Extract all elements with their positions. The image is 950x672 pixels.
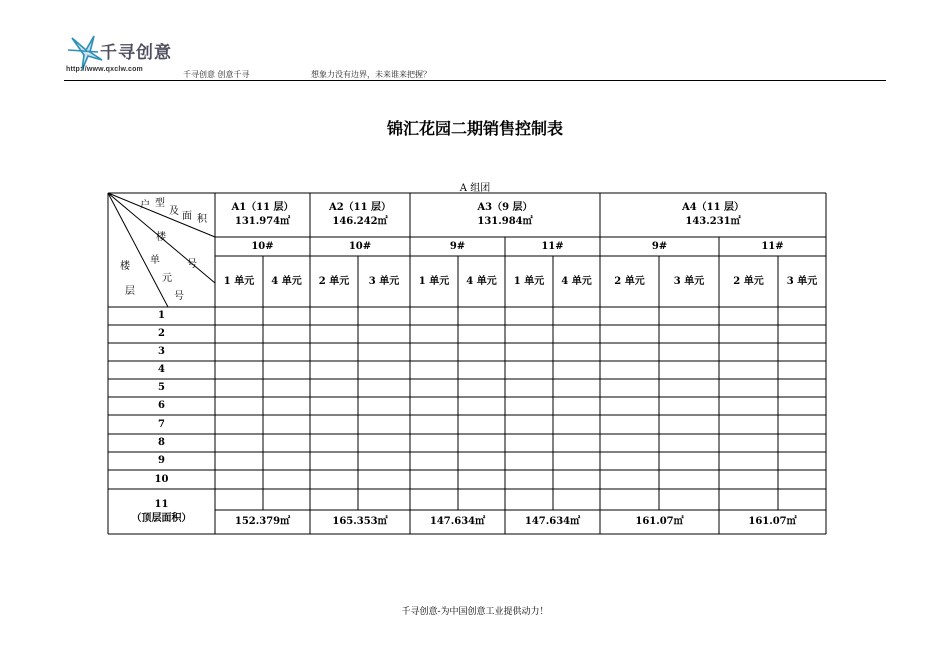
type-name: A2（11 层） <box>328 202 392 213</box>
corner-type-char: 积 <box>197 214 207 225</box>
corner-diagonal <box>108 193 168 307</box>
corner-floor-char: 层 <box>125 286 135 297</box>
top-floor-number: 11 <box>154 498 169 510</box>
type-header <box>215 193 310 237</box>
top-floor-area: 165.353㎡ <box>332 516 388 527</box>
unit-header: 2 单元 <box>733 275 764 287</box>
type-name: A4（11 层） <box>681 202 745 213</box>
floor-label: 3 <box>158 346 165 357</box>
corner-unit-char: 单 <box>150 255 160 266</box>
building-header: 11# <box>761 240 784 252</box>
floor-label: 6 <box>158 400 165 411</box>
header-slogan-right: 想象力没有边界，未来谁来把握？ <box>311 70 431 79</box>
corner-building: 楼 <box>156 232 166 243</box>
unit-header: 3 单元 <box>673 275 705 287</box>
corner-type-char: 型 <box>155 198 165 209</box>
top-floor-area: 161.07㎡ <box>635 516 684 527</box>
floor-label: 1 <box>158 310 165 321</box>
unit-header: 2 单元 <box>318 275 350 287</box>
corner-unit-char: 元 <box>162 273 172 284</box>
type-name: A3（9 层） <box>477 202 533 213</box>
top-floor-note: （顶层面积） <box>131 512 192 524</box>
type-area: 146.242㎡ <box>332 216 388 227</box>
corner-unit-char: 号 <box>174 291 184 302</box>
type-header <box>410 193 600 237</box>
corner-unit-char: 号 <box>187 259 197 270</box>
floor-label: 2 <box>158 328 165 339</box>
unit-header: 3 单元 <box>368 275 400 287</box>
building-header: 9# <box>449 240 466 252</box>
floor-label: 9 <box>158 455 165 466</box>
page-footer: 千寻创意-为中国创意工业提供动力！ <box>401 607 549 617</box>
top-floor-area: 161.07㎡ <box>748 516 797 527</box>
corner-type-char: 及 <box>169 206 179 217</box>
type-area: 131.984㎡ <box>477 216 533 227</box>
unit-header: 4 单元 <box>561 275 592 287</box>
unit-header: 1 单元 <box>418 275 450 287</box>
floor-label: 10 <box>154 473 169 485</box>
type-header <box>600 193 826 237</box>
sales-control-table <box>108 193 826 534</box>
floor-label: 5 <box>158 382 165 393</box>
building-header: 10# <box>348 240 372 252</box>
building-header: 11# <box>541 240 564 252</box>
corner-type-char: 面 <box>182 211 192 222</box>
unit-header: 1 单元 <box>223 275 255 287</box>
floor-label: 7 <box>158 418 165 430</box>
top-floor-area: 147.634㎡ <box>429 516 486 527</box>
type-name: A1（11 层） <box>231 202 294 213</box>
logo-name: 千寻创意 <box>100 43 172 63</box>
floor-label: 8 <box>158 437 165 448</box>
group-label: A 组团 <box>459 183 491 194</box>
header-slogan-left: 千寻创意 创意千寻 <box>183 70 250 79</box>
type-header <box>310 193 410 237</box>
unit-header: 4 单元 <box>271 275 302 287</box>
type-area: 131.974㎡ <box>234 216 291 227</box>
building-header: 9# <box>651 240 668 252</box>
unit-header: 2 单元 <box>614 275 645 287</box>
building-header: 10# <box>251 240 274 252</box>
unit-header: 3 单元 <box>786 275 818 287</box>
top-floor-area: 152.379㎡ <box>234 516 291 527</box>
type-area: 143.231㎡ <box>685 216 741 227</box>
unit-header: 1 单元 <box>513 275 545 287</box>
page-title: 锦汇花园二期销售控制表 <box>386 119 563 138</box>
corner-floor-char: 楼 <box>120 261 130 272</box>
unit-header: 4 单元 <box>466 275 497 287</box>
top-floor-area: 147.634㎡ <box>524 516 581 527</box>
corner-type-char: 户 <box>140 200 150 211</box>
logo-url: http://www.qxclw.com <box>66 66 143 73</box>
floor-label-top <box>108 489 215 534</box>
header-divider <box>64 80 886 81</box>
floor-label: 4 <box>158 364 165 375</box>
